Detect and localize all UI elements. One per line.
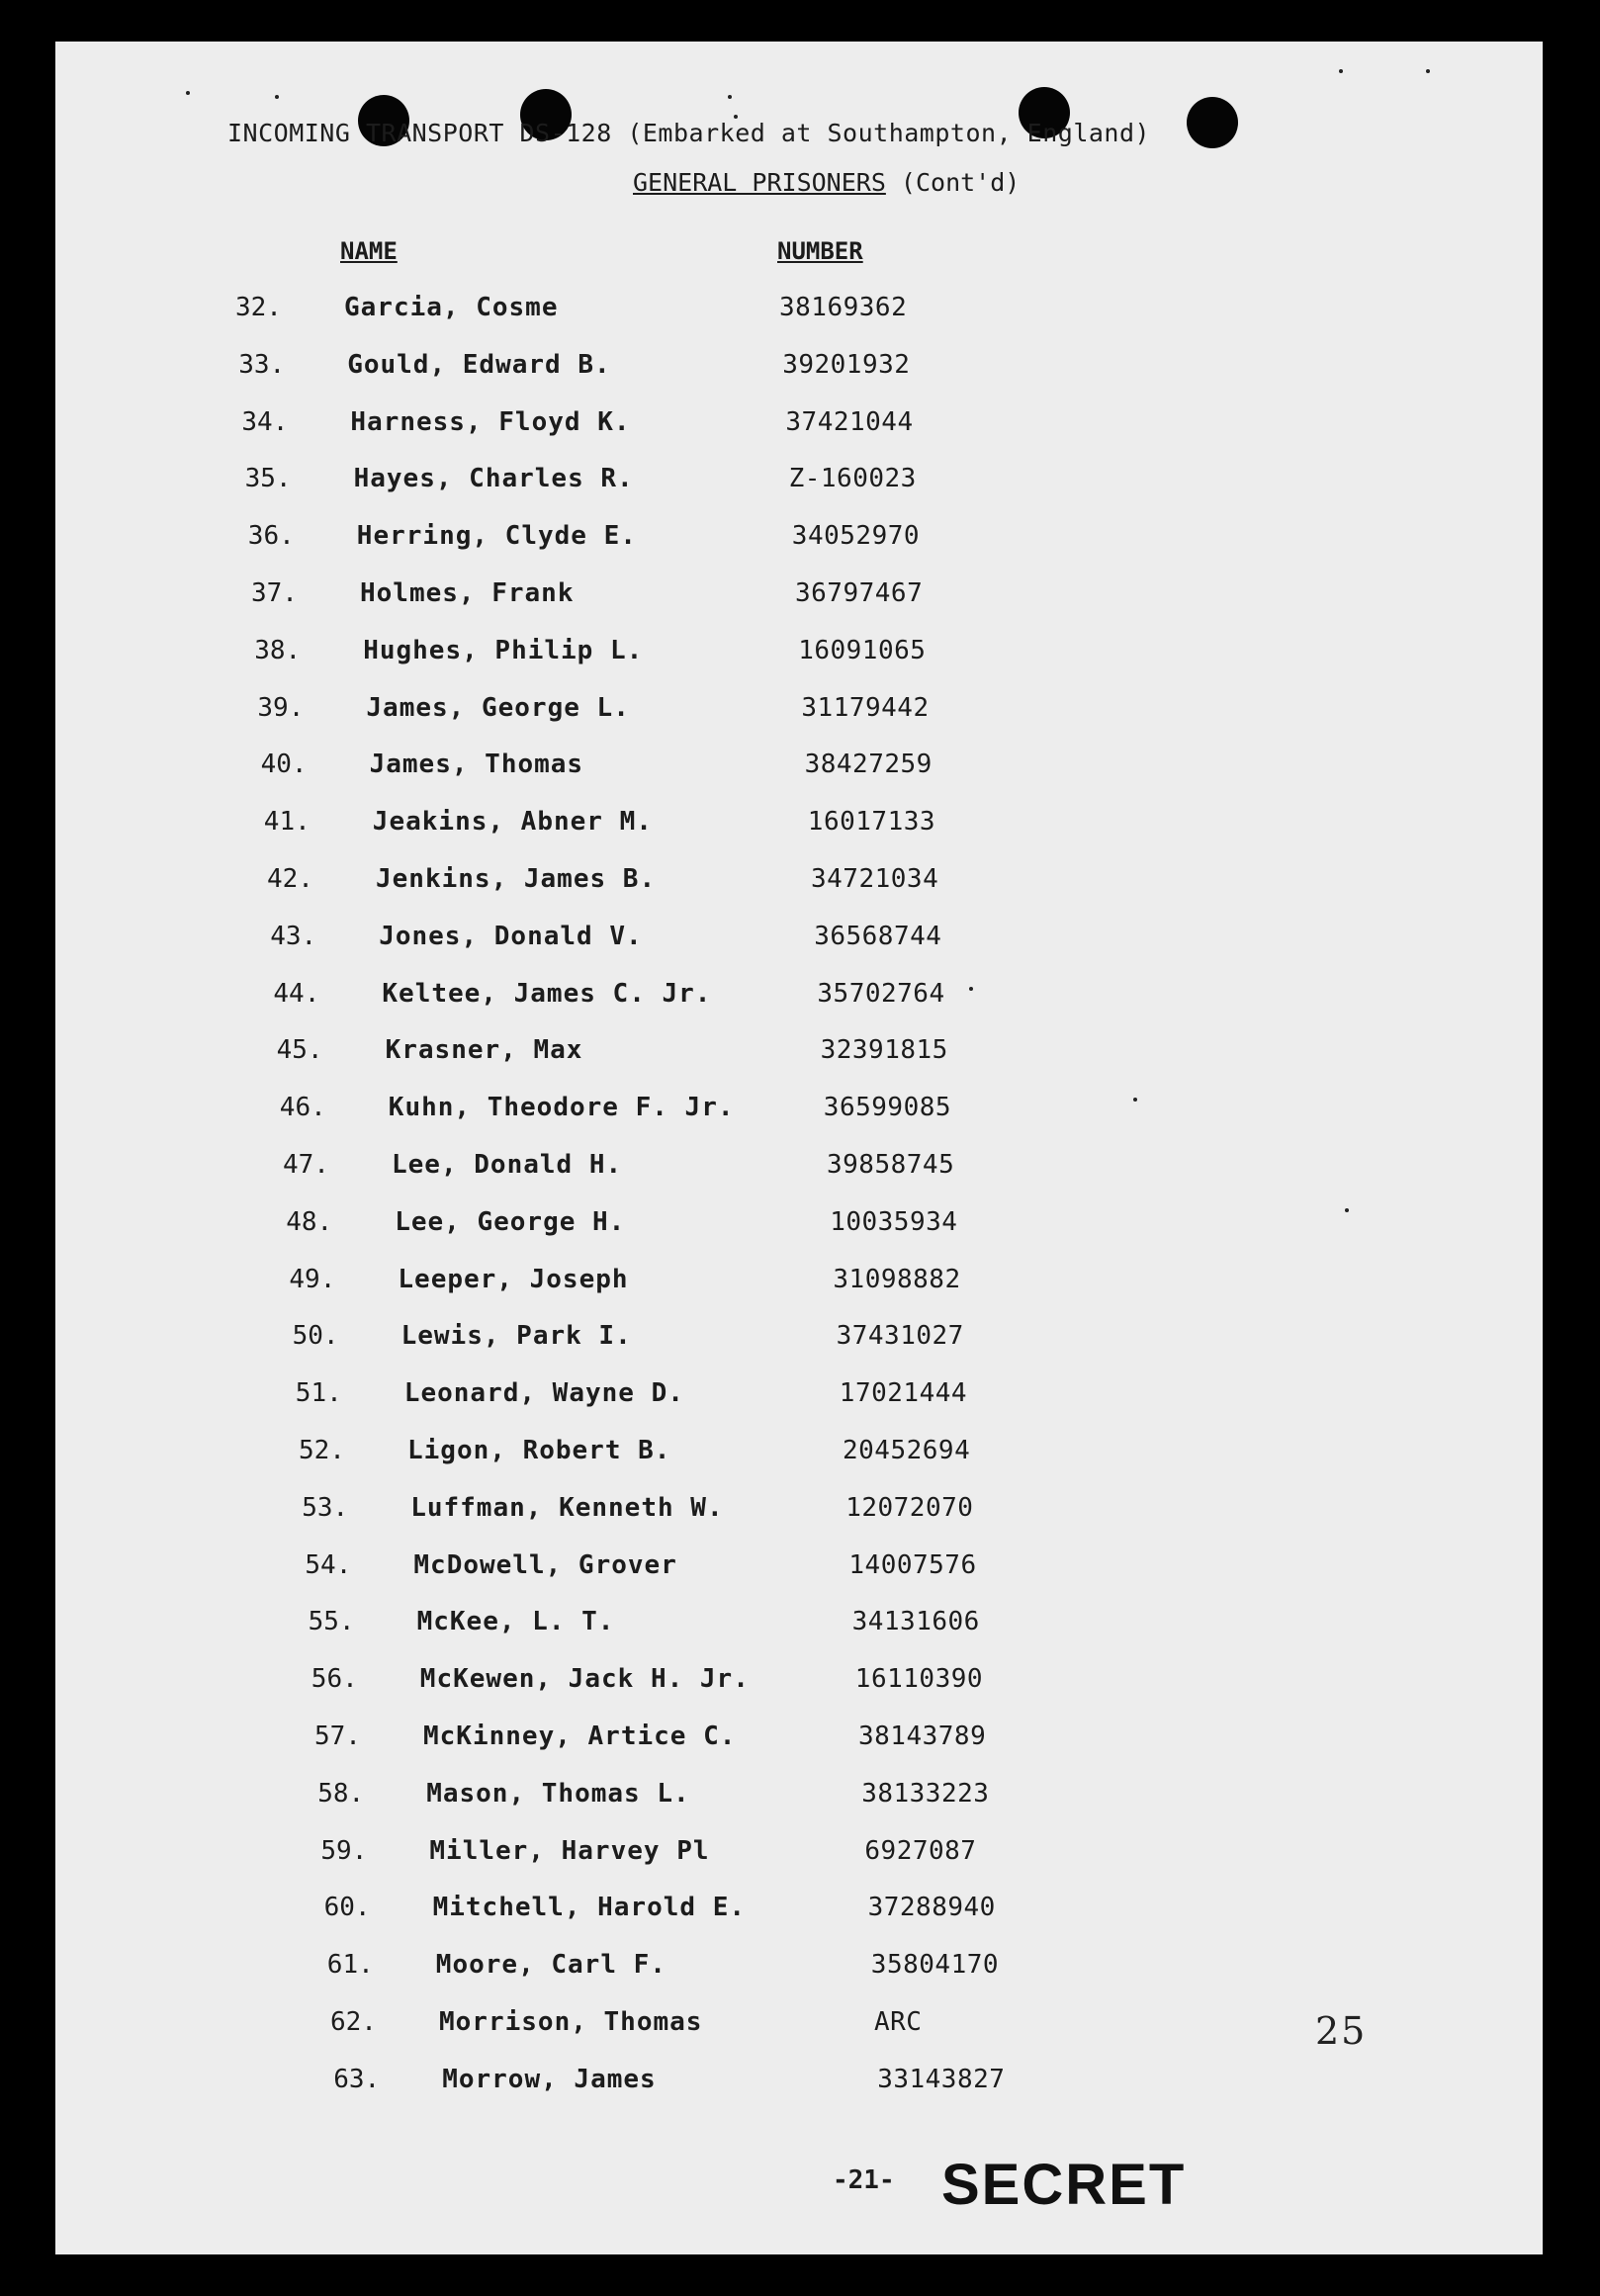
prisoner-name: Harness, Floyd K.	[350, 406, 631, 437]
service-number: 17021444	[839, 1378, 968, 1409]
row-index: 37.	[251, 578, 298, 608]
row-index: 35.	[244, 464, 292, 494]
row-index: 53.	[302, 1492, 349, 1523]
service-number: 38427259	[804, 750, 933, 780]
prisoner-name: McKewen, Jack H. Jr.	[419, 1664, 750, 1695]
folio-number: -21-	[833, 2165, 895, 2195]
row-index: 63.	[333, 2064, 381, 2094]
service-number: 33143827	[877, 2064, 1006, 2094]
service-number: 34131606	[851, 1607, 980, 1637]
table-row	[251, 578, 1141, 618]
table-row	[317, 1779, 1207, 1818]
row-index: 43.	[270, 921, 317, 951]
row-index: 36.	[247, 521, 295, 552]
prisoner-name: Luffman, Kenneth W.	[410, 1492, 724, 1523]
page-number-stamp: 25	[1315, 2009, 1368, 2053]
service-number: 31098882	[833, 1264, 961, 1294]
table-row	[238, 350, 1128, 390]
prisoner-name: Ligon, Robert B.	[407, 1436, 671, 1465]
table-row	[289, 1265, 1179, 1304]
row-index: 41.	[263, 807, 311, 838]
service-number: 34721034	[811, 864, 939, 894]
table-row	[314, 1722, 1204, 1761]
service-number: 32391815	[820, 1035, 948, 1066]
table-row	[333, 2065, 1223, 2104]
service-number: 31179442	[801, 692, 930, 723]
column-header-name: NAME	[340, 237, 398, 265]
prisoner-name: Miller, Harvey Pl	[429, 1835, 710, 1866]
prisoner-name: James, George L.	[366, 692, 630, 723]
service-number: 35702764	[817, 978, 945, 1009]
service-number: 37288940	[867, 1893, 996, 1923]
service-number: 35804170	[870, 1950, 1000, 1981]
row-index: 54.	[305, 1549, 352, 1580]
service-number: 38143789	[858, 1722, 987, 1751]
row-index: 38.	[254, 635, 302, 665]
table-row	[286, 1207, 1176, 1247]
table-row	[311, 1664, 1201, 1704]
table-row	[305, 1550, 1195, 1590]
prisoner-name: Mason, Thomas L.	[426, 1778, 690, 1809]
service-number: 37421044	[785, 406, 914, 437]
speck	[1339, 69, 1343, 73]
row-index: 45.	[276, 1035, 323, 1066]
service-number: 6927087	[864, 1835, 977, 1866]
row-index: 60.	[323, 1893, 371, 1923]
service-number: 14007576	[848, 1549, 977, 1580]
service-number: 34052970	[791, 521, 921, 552]
service-number: 12072070	[845, 1492, 974, 1523]
row-index: 48.	[286, 1206, 333, 1237]
service-number: 39858745	[827, 1150, 955, 1180]
prisoner-name: Kuhn, Theodore F. Jr.	[388, 1093, 735, 1123]
row-index: 50.	[292, 1321, 339, 1352]
row-index: 62.	[330, 2007, 377, 2037]
prisoner-name: Garcia, Cosme	[344, 293, 559, 322]
service-number: 38133223	[861, 1778, 990, 1809]
prisoner-name: Krasner, Max	[385, 1035, 583, 1066]
table-row	[270, 922, 1160, 961]
prisoner-name: Hayes, Charles R.	[353, 464, 634, 494]
speck	[275, 95, 279, 99]
row-index: 49.	[289, 1264, 336, 1294]
row-index: 59.	[320, 1835, 368, 1866]
section-suffix: (Cont'd)	[885, 168, 1021, 197]
table-row	[296, 1378, 1186, 1418]
service-number: 36599085	[823, 1093, 952, 1123]
prisoner-name: Leeper, Joseph	[398, 1264, 629, 1294]
prisoner-name: Jeakins, Abner M.	[372, 807, 653, 838]
service-number: 16110390	[854, 1664, 984, 1695]
prisoner-name: Holmes, Frank	[360, 578, 575, 608]
row-index: 33.	[238, 349, 286, 380]
table-row	[330, 2007, 1220, 2047]
prisoner-name: Lee, Donald H.	[392, 1150, 623, 1180]
prisoner-name: James, Thomas	[369, 750, 584, 780]
section-heading	[633, 168, 1020, 197]
table-row	[273, 979, 1163, 1018]
table-row	[257, 693, 1147, 733]
prisoner-name: McKinney, Artice C.	[423, 1722, 737, 1751]
speck	[186, 91, 190, 95]
row-index: 51.	[295, 1378, 342, 1409]
row-index: 34.	[241, 406, 289, 437]
row-index: 40.	[260, 750, 308, 780]
speck	[1426, 69, 1430, 73]
section-title: GENERAL PRISONERS	[633, 168, 886, 197]
prisoner-name: Morrow, James	[442, 2064, 657, 2094]
service-number: 37431027	[836, 1321, 964, 1352]
table-row	[267, 864, 1157, 904]
service-number: 10035934	[830, 1206, 958, 1237]
table-row	[324, 1893, 1214, 1932]
prisoner-name: Morrison, Thomas	[439, 2007, 703, 2037]
row-index: 47.	[283, 1150, 329, 1180]
table-row	[293, 1321, 1183, 1361]
table-row	[264, 807, 1154, 846]
prisoner-name: Lewis, Park I.	[400, 1321, 632, 1352]
prisoner-name: McDowell, Grover	[413, 1549, 677, 1580]
prisoner-name: Moore, Carl F.	[435, 1950, 667, 1981]
column-header-number: NUMBER	[777, 237, 863, 265]
service-number: 20452694	[843, 1436, 971, 1465]
table-row	[261, 750, 1151, 789]
prisoner-name: Keltee, James C. Jr.	[382, 978, 712, 1009]
table-row	[280, 1093, 1170, 1132]
service-number: 36568744	[814, 921, 942, 951]
table-row	[283, 1150, 1173, 1190]
table-row	[235, 293, 1125, 332]
prisoner-name: Herring, Clyde E.	[356, 521, 637, 552]
table-row	[302, 1493, 1192, 1533]
service-number: 16017133	[807, 807, 936, 838]
service-number: 36797467	[795, 578, 924, 608]
service-number: 38169362	[779, 293, 908, 322]
service-number: ARC	[874, 2007, 923, 2037]
prisoner-name: McKee, L. T.	[416, 1607, 615, 1637]
row-index: 61.	[326, 1950, 374, 1981]
prisoner-name: Lee, George H.	[395, 1206, 626, 1237]
table-row	[327, 1950, 1217, 1989]
prisoner-name: Hughes, Philip L.	[363, 635, 644, 665]
speck	[728, 95, 732, 99]
service-number: 39201932	[782, 349, 911, 380]
table-row	[241, 407, 1131, 447]
prisoner-name: Jenkins, James B.	[376, 864, 657, 894]
prisoner-name: Jones, Donald V.	[379, 921, 643, 951]
row-index: 44.	[273, 978, 320, 1009]
table-row	[320, 1836, 1210, 1876]
row-index: 58.	[317, 1778, 365, 1809]
table-row	[309, 1607, 1199, 1646]
row-index: 42.	[267, 864, 313, 894]
row-index: 46.	[279, 1093, 326, 1123]
prisoner-name: Leonard, Wayne D.	[403, 1378, 684, 1409]
table-row	[299, 1436, 1189, 1475]
row-index: 39.	[257, 692, 305, 723]
table-row	[248, 521, 1138, 561]
row-index: 55.	[308, 1607, 355, 1637]
service-number: Z-160023	[788, 464, 917, 494]
table-row	[245, 464, 1135, 503]
classification-stamp: SECRET	[941, 2153, 1187, 2217]
row-index: 32.	[235, 293, 282, 322]
speck	[1345, 1208, 1349, 1212]
row-index: 52.	[299, 1436, 345, 1465]
transport-heading: INCOMING TRANSPORT DS-128 (Embarked at Southampton, England)	[227, 119, 1151, 147]
table-row	[254, 636, 1144, 675]
row-index: 57.	[314, 1722, 361, 1751]
prisoner-name: Gould, Edward B.	[347, 349, 611, 380]
service-number: 16091065	[798, 635, 927, 665]
prisoner-name: Mitchell, Harold E.	[432, 1893, 747, 1923]
table-row	[277, 1035, 1167, 1075]
row-index: 56.	[311, 1664, 358, 1695]
